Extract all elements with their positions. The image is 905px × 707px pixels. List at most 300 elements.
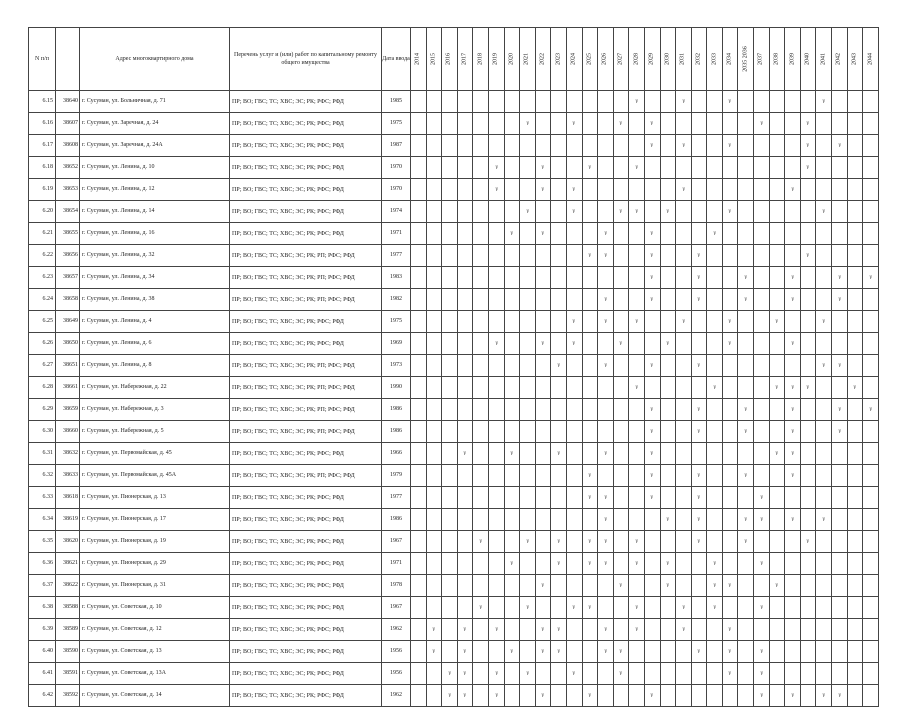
year-cell: [426, 311, 442, 333]
year-cell: [738, 641, 754, 663]
header-year: [676, 28, 692, 91]
check-mark: v: [697, 251, 701, 259]
year-cell: [457, 267, 473, 289]
year-cell: [613, 157, 629, 179]
year-cell: [566, 157, 582, 179]
year-cell: [598, 91, 614, 113]
year-cell: [598, 113, 614, 135]
year-cell: [816, 157, 832, 179]
row-house-id: 38640: [56, 91, 80, 113]
row-num: 6.24: [29, 289, 56, 311]
check-mark: v: [838, 405, 841, 413]
table-row: [29, 685, 879, 707]
year-cell: [598, 487, 614, 509]
year-cell: [863, 179, 879, 201]
row-num: 6.28: [29, 377, 56, 399]
year-cell: [504, 399, 520, 421]
year-cell: [457, 135, 473, 157]
year-cell: [816, 553, 832, 575]
year-cell: [754, 641, 770, 663]
header-year: [738, 28, 754, 91]
year-cell: [566, 553, 582, 575]
year-cell: [800, 355, 816, 377]
year-cell: [566, 91, 582, 113]
year-cell: [411, 333, 427, 355]
year-cell: [769, 509, 785, 531]
check-mark: v: [510, 559, 514, 567]
check-mark: v: [713, 229, 716, 237]
table-row: [29, 575, 879, 597]
year-cell: [722, 355, 738, 377]
year-cell: [473, 487, 489, 509]
year-cell: [816, 377, 832, 399]
year-cell: [629, 135, 645, 157]
year-cell: [660, 267, 676, 289]
year-cell: [644, 553, 660, 575]
year-cell: [629, 509, 645, 531]
year-cell: [644, 267, 660, 289]
year-cell: [847, 641, 863, 663]
year-cell: [442, 553, 458, 575]
check-mark: v: [728, 97, 732, 105]
year-cell: [598, 135, 614, 157]
row-address: г. Сусуман, ул. Советская, д. 14: [80, 685, 230, 707]
year-cell: [800, 223, 816, 245]
year-cell: [722, 641, 738, 663]
year-cell: [551, 157, 567, 179]
year-cell: [535, 245, 551, 267]
year-cell: [566, 641, 582, 663]
year-cell: [707, 201, 723, 223]
year-cell: [722, 619, 738, 641]
year-cell: [754, 223, 770, 245]
check-mark: v: [760, 493, 763, 501]
year-cell: [785, 465, 801, 487]
year-cell: [691, 377, 707, 399]
year-cell: [566, 201, 582, 223]
year-cell: [442, 113, 458, 135]
year-cell: [769, 685, 785, 707]
year-cell: [863, 399, 879, 421]
year-cell: [598, 289, 614, 311]
row-year-built: 1982: [382, 289, 411, 311]
table-row: [29, 531, 879, 553]
year-cell: [411, 311, 427, 333]
table-row: [29, 223, 879, 245]
header-year: [504, 28, 520, 91]
year-cell: [629, 113, 645, 135]
check-mark: v: [604, 361, 607, 369]
year-cell: [535, 641, 551, 663]
header-year-label: 2044: [867, 53, 874, 65]
check-mark: v: [760, 669, 763, 677]
row-address: г. Сусуман, ул. Советская, д. 10: [80, 597, 230, 619]
year-cell: [738, 663, 754, 685]
year-cell: [582, 487, 598, 509]
row-house-id: 38654: [56, 201, 80, 223]
year-cell: [676, 509, 692, 531]
year-cell: [488, 641, 504, 663]
year-cell: [457, 531, 473, 553]
year-cell: [457, 245, 473, 267]
year-cell: [847, 113, 863, 135]
year-cell: [613, 487, 629, 509]
year-cell: [691, 289, 707, 311]
year-cell: [566, 597, 582, 619]
year-cell: [816, 663, 832, 685]
year-cell: [442, 267, 458, 289]
year-cell: [644, 575, 660, 597]
year-cell: [473, 135, 489, 157]
year-cell: [457, 685, 473, 707]
year-cell: [769, 311, 785, 333]
year-cell: [847, 157, 863, 179]
row-house-id: 38633: [56, 465, 80, 487]
row-num: 6.41: [29, 663, 56, 685]
year-cell: [473, 685, 489, 707]
year-cell: [676, 157, 692, 179]
year-cell: [691, 465, 707, 487]
header-year: [520, 28, 536, 91]
row-address: г. Сусуман, ул. Ленина, д. 12: [80, 179, 230, 201]
year-cell: [785, 333, 801, 355]
year-cell: [738, 311, 754, 333]
header-year-label: 2030: [664, 53, 671, 65]
year-cell: [722, 597, 738, 619]
year-cell: [660, 157, 676, 179]
year-cell: [535, 619, 551, 641]
year-cell: [411, 91, 427, 113]
year-cell: [551, 553, 567, 575]
check-mark: v: [588, 493, 592, 501]
year-cell: [707, 575, 723, 597]
year-cell: [785, 179, 801, 201]
year-cell: [644, 421, 660, 443]
check-mark: v: [463, 647, 467, 655]
year-cell: [738, 399, 754, 421]
year-cell: [488, 157, 504, 179]
year-cell: [847, 685, 863, 707]
year-cell: [582, 685, 598, 707]
year-cell: [816, 399, 832, 421]
year-cell: [847, 487, 863, 509]
year-cell: [488, 355, 504, 377]
table-row: [29, 641, 879, 663]
year-cell: [613, 135, 629, 157]
year-cell: [613, 531, 629, 553]
year-cell: [535, 377, 551, 399]
check-mark: v: [822, 515, 825, 523]
check-mark: v: [650, 251, 654, 259]
year-cell: [566, 311, 582, 333]
year-cell: [473, 113, 489, 135]
header-year-label: 2027: [617, 53, 624, 65]
check-mark: v: [650, 691, 654, 699]
year-cell: [660, 245, 676, 267]
year-cell: [707, 553, 723, 575]
year-cell: [785, 509, 801, 531]
year-cell: [754, 597, 770, 619]
header-year-label: 2016: [445, 53, 452, 65]
row-house-id: 38655: [56, 223, 80, 245]
year-cell: [738, 377, 754, 399]
check-mark: v: [806, 141, 810, 149]
year-cell: [504, 113, 520, 135]
year-cell: [582, 135, 598, 157]
year-cell: [691, 201, 707, 223]
year-cell: [520, 135, 536, 157]
year-cell: [457, 157, 473, 179]
year-cell: [832, 399, 848, 421]
year-cell: [863, 157, 879, 179]
check-mark: v: [838, 427, 841, 435]
year-cell: [426, 223, 442, 245]
check-mark: v: [682, 141, 685, 149]
year-cell: [816, 355, 832, 377]
check-mark: v: [650, 295, 654, 303]
year-cell: [800, 685, 816, 707]
year-cell: [800, 509, 816, 531]
year-cell: [504, 421, 520, 443]
header-year-label: 2033: [711, 53, 718, 65]
year-cell: [629, 377, 645, 399]
year-cell: [504, 685, 520, 707]
row-address: г. Сусуман, ул. Пионерская, д. 31: [80, 575, 230, 597]
year-cell: [863, 113, 879, 135]
year-cell: [738, 135, 754, 157]
year-cell: [473, 179, 489, 201]
check-mark: v: [697, 295, 701, 303]
year-cell: [411, 355, 427, 377]
year-cell: [707, 91, 723, 113]
year-cell: [520, 663, 536, 685]
year-cell: [722, 685, 738, 707]
check-mark: v: [573, 669, 576, 677]
year-cell: [738, 333, 754, 355]
year-cell: [488, 443, 504, 465]
year-cell: [566, 443, 582, 465]
row-works: ПР; ВО; ГВС; ТС; ХВС; ЭС; РК; РФС; РФД: [230, 641, 382, 663]
year-cell: [411, 135, 427, 157]
year-cell: [473, 201, 489, 223]
year-cell: [832, 531, 848, 553]
year-cell: [707, 399, 723, 421]
year-cell: [582, 289, 598, 311]
year-cell: [566, 465, 582, 487]
year-cell: [863, 267, 879, 289]
year-cell: [535, 597, 551, 619]
row-house-id: 38651: [56, 355, 80, 377]
year-cell: [691, 179, 707, 201]
check-mark: v: [728, 647, 732, 655]
year-cell: [676, 311, 692, 333]
year-cell: [457, 289, 473, 311]
year-cell: [426, 531, 442, 553]
check-mark: v: [604, 515, 607, 523]
check-mark: v: [650, 471, 654, 479]
year-cell: [816, 289, 832, 311]
year-cell: [504, 333, 520, 355]
row-house-id: 38619: [56, 509, 80, 531]
year-cell: [769, 201, 785, 223]
row-address: г. Сусуман, ул. Ленина, д. 38: [80, 289, 230, 311]
year-cell: [488, 685, 504, 707]
year-cell: [411, 465, 427, 487]
year-cell: [598, 597, 614, 619]
check-mark: v: [697, 427, 701, 435]
year-cell: [457, 641, 473, 663]
check-mark: v: [526, 603, 529, 611]
year-cell: [832, 267, 848, 289]
year-cell: [473, 355, 489, 377]
year-cell: [582, 377, 598, 399]
row-works: ПР; ВО; ГВС; ТС; ХВС; ЭС; РК; РФС; РФД: [230, 575, 382, 597]
capital-repair-schedule: [28, 27, 879, 707]
year-cell: [457, 509, 473, 531]
check-mark: v: [635, 537, 638, 545]
row-num: 6.34: [29, 509, 56, 531]
year-cell: [629, 201, 645, 223]
check-mark: v: [869, 273, 872, 281]
year-cell: [473, 311, 489, 333]
check-mark: v: [479, 603, 482, 611]
year-cell: [520, 113, 536, 135]
row-num: 6.33: [29, 487, 56, 509]
year-cell: [816, 421, 832, 443]
year-cell: [598, 553, 614, 575]
year-cell: [629, 333, 645, 355]
year-cell: [520, 597, 536, 619]
year-cell: [738, 487, 754, 509]
check-mark: v: [588, 691, 592, 699]
year-cell: [442, 509, 458, 531]
year-cell: [566, 113, 582, 135]
year-cell: [863, 135, 879, 157]
year-cell: [551, 465, 567, 487]
year-cell: [707, 443, 723, 465]
year-cell: [816, 641, 832, 663]
year-cell: [598, 531, 614, 553]
year-cell: [707, 377, 723, 399]
year-cell: [660, 311, 676, 333]
header-year: [488, 28, 504, 91]
year-cell: [566, 619, 582, 641]
year-cell: [457, 311, 473, 333]
year-cell: [504, 179, 520, 201]
row-address: г. Сусуман, ул. Ленина, д. 4: [80, 311, 230, 333]
check-mark: v: [557, 559, 560, 567]
year-cell: [707, 641, 723, 663]
row-works: ПР; ВО; ГВС; ТС; ХВС; ЭС; РК; РФС; РФД: [230, 531, 382, 553]
year-cell: [488, 663, 504, 685]
year-cell: [816, 245, 832, 267]
row-address: г. Сусуман, ул. Набережная, д. 3: [80, 399, 230, 421]
check-mark: v: [666, 339, 670, 347]
year-cell: [426, 333, 442, 355]
year-cell: [644, 289, 660, 311]
year-cell: [520, 355, 536, 377]
year-cell: [566, 575, 582, 597]
year-cell: [769, 157, 785, 179]
year-cell: [582, 575, 598, 597]
year-cell: [644, 311, 660, 333]
year-cell: [551, 91, 567, 113]
year-cell: [722, 179, 738, 201]
check-mark: v: [557, 625, 560, 633]
year-cell: [707, 245, 723, 267]
year-cell: [457, 179, 473, 201]
row-works: ПР; ВО; ГВС; ТС; ХВС; ЭС; РК; РП; РФС; РФД: [230, 245, 382, 267]
year-cell: [442, 179, 458, 201]
year-cell: [566, 267, 582, 289]
row-year-built: 1967: [382, 531, 411, 553]
check-mark: v: [463, 669, 467, 677]
header-year: [754, 28, 770, 91]
year-cell: [832, 663, 848, 685]
check-mark: v: [666, 207, 670, 215]
year-cell: [863, 685, 879, 707]
year-cell: [722, 333, 738, 355]
check-mark: v: [697, 515, 701, 523]
header-year-label: 2038: [773, 53, 780, 65]
check-mark: v: [682, 317, 685, 325]
year-cell: [800, 289, 816, 311]
year-cell: [816, 597, 832, 619]
year-cell: [598, 333, 614, 355]
check-mark: v: [791, 449, 794, 457]
year-cell: [504, 531, 520, 553]
year-cell: [816, 91, 832, 113]
year-cell: [488, 421, 504, 443]
year-cell: [551, 619, 567, 641]
year-cell: [769, 377, 785, 399]
row-num: 6.16: [29, 113, 56, 135]
year-cell: [598, 311, 614, 333]
year-cell: [816, 487, 832, 509]
row-year-built: 1987: [382, 135, 411, 157]
table-row: [29, 91, 879, 113]
year-cell: [488, 509, 504, 531]
year-cell: [832, 311, 848, 333]
header-works: Перечень услуг и (или) работ по капитальному ремонту общего имущества: [230, 28, 382, 91]
year-cell: [847, 531, 863, 553]
year-cell: [769, 465, 785, 487]
row-works: ПР; ВО; ГВС; ТС; ХВС; ЭС; РК; РП; РФС; РФД: [230, 399, 382, 421]
year-cell: [551, 267, 567, 289]
year-cell: [488, 289, 504, 311]
row-address: г. Сусуман, ул. Первомайская, д. 45: [80, 443, 230, 465]
year-cell: [457, 597, 473, 619]
year-cell: [457, 377, 473, 399]
check-mark: v: [526, 119, 529, 127]
year-cell: [582, 267, 598, 289]
year-cell: [535, 487, 551, 509]
year-cell: [473, 91, 489, 113]
year-cell: [520, 531, 536, 553]
year-cell: [707, 333, 723, 355]
year-cell: [800, 641, 816, 663]
year-cell: [863, 245, 879, 267]
year-cell: [426, 267, 442, 289]
year-cell: [816, 333, 832, 355]
year-cell: [863, 509, 879, 531]
year-cell: [660, 553, 676, 575]
table-row: [29, 267, 879, 289]
year-cell: [473, 619, 489, 641]
year-cell: [520, 179, 536, 201]
row-address: г. Сусуман, ул. Набережная, д. 5: [80, 421, 230, 443]
check-mark: v: [604, 295, 607, 303]
